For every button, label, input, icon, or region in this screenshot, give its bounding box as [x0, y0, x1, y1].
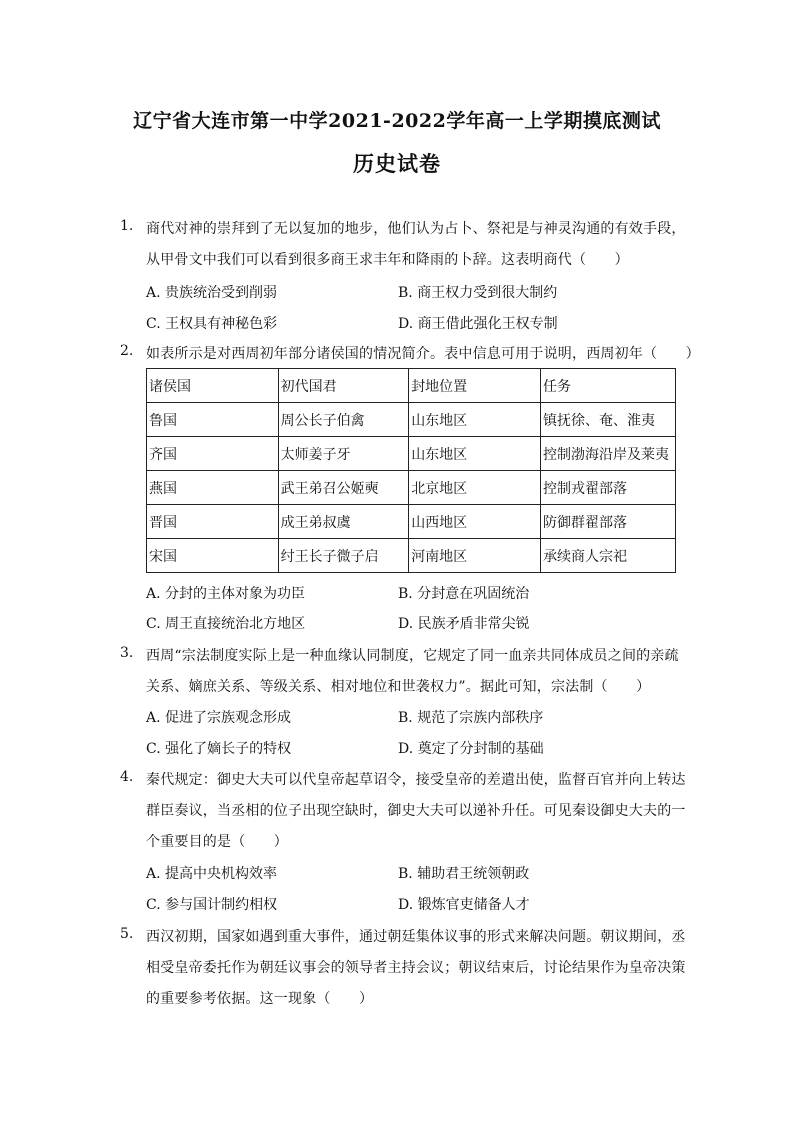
question-text-line: 个重要目的是（ ）: [146, 834, 288, 850]
table-row: [147, 505, 676, 539]
table-cell: 承续商人宗祀: [541, 539, 676, 573]
question-text-line: 如表所示是对西周初年部分诸侯国的情况简介。表中信息可用于说明，西周初年（ ）: [146, 346, 700, 362]
option-c: C. 参与国计制约相权: [146, 897, 278, 913]
table-cell: 周公长子伯禽: [278, 403, 409, 437]
option-a: A. 促进了宗族观念形成: [146, 710, 292, 726]
option-a: A. 贵族统治受到削弱: [146, 285, 278, 301]
table-cell: 纣王长子微子启: [278, 539, 409, 573]
option-b: B. 分封意在巩固统治: [398, 586, 530, 602]
exam-subject-title: 历史试卷: [353, 151, 441, 176]
table-row: [147, 539, 676, 573]
option-d: D. 奠定了分封制的基础: [398, 741, 544, 757]
question-text-line: 关系、嫡庶关系、等级关系、相对地位和世袭权力”。据此可知，宗法制（ ）: [146, 679, 651, 695]
table-header-cell: 诸侯国: [147, 369, 279, 403]
table-header-cell: 初代国君: [278, 369, 409, 403]
question-text-line: 从甲骨文中我们可以看到很多商王求丰年和降雨的卜辞。这表明商代（ ）: [146, 252, 629, 268]
option-c: C. 强化了嫡长子的特权: [146, 741, 292, 757]
table-cell: 鲁国: [147, 403, 279, 437]
question-number: 3.: [120, 645, 134, 661]
table-cell: 防御群翟部落: [541, 505, 676, 539]
table-cell: 太师姜子牙: [278, 437, 409, 471]
question-text-line: 商代对神的崇拜到了无以复加的地步，他们认为占卜、祭祀是与神灵沟通的有效手段，: [146, 221, 686, 237]
table-cell: 镇抚徐、奄、淮夷: [541, 403, 676, 437]
option-c: C. 周王直接统治北方地区: [146, 616, 306, 632]
question-text-line: 的重要参考依据。这一现象（ ）: [146, 991, 374, 1007]
option-a: A. 分封的主体对象为功臣: [146, 586, 306, 602]
option-d: D. 民族矛盾非常尖锐: [398, 616, 530, 632]
table-cell: 山东地区: [409, 403, 541, 437]
option-b: B. 规范了宗族内部秩序: [398, 710, 544, 726]
table-cell: 武王弟召公姬奭: [278, 471, 409, 505]
table-cell: 宋国: [147, 539, 279, 573]
question-text-line: 相受皇帝委托作为朝廷议事会的领导者主持会议；朝议结束后，讨论结果作为皇帝决策: [146, 960, 686, 976]
table-cell: 控制戎翟部落: [541, 471, 676, 505]
table-header-cell: 封地位置: [409, 369, 541, 403]
question-text-line: 西周“宗法制度实际上是一种血缘认同制度，它规定了同一血亲共同体成员之间的亲疏: [146, 648, 679, 664]
option-b: B. 商王权力受到很大制约: [398, 285, 558, 301]
question-number: 1.: [120, 218, 134, 234]
option-d: D. 锻炼官吏储备人才: [398, 897, 530, 913]
table-row: [147, 403, 676, 437]
table-cell: 山东地区: [409, 437, 541, 471]
question-text-line: 西汉初期，国家如遇到重大事件，通过朝廷集体议事的形式来解决问题。朝议期间，丞: [146, 929, 686, 945]
vassal-states-table: [146, 368, 676, 573]
table-header-cell: 任务: [541, 369, 676, 403]
option-a: A. 提高中央机构效率: [146, 866, 278, 882]
question-text-line: 群臣奏议，当丞相的位子出现空缺时，御史大夫可以递补升任。可见秦设御史大夫的一: [146, 803, 686, 819]
table-cell: 晋国: [147, 505, 279, 539]
question-number: 5.: [120, 926, 134, 942]
table-cell: 燕国: [147, 471, 279, 505]
exam-title: 辽宁省大连市第一中学2021-2022学年高一上学期摸底测试: [133, 110, 661, 132]
option-d: D. 商王借此强化王权专制: [398, 316, 558, 332]
option-c: C. 王权具有神秘色彩: [146, 316, 278, 332]
question-number: 2.: [120, 343, 134, 359]
table-cell: 成王弟叔虞: [278, 505, 409, 539]
question-text-line: 秦代规定：御史大夫可以代皇帝起草诏令，接受皇帝的差遣出使，监督百官并向上转达: [146, 772, 686, 788]
table-cell: 山西地区: [409, 505, 541, 539]
table-cell: 控制渤海沿岸及莱夷: [541, 437, 676, 471]
table-row: [147, 437, 676, 471]
table-header-row: [147, 369, 676, 403]
option-b: B. 辅助君王统领朝政: [398, 866, 530, 882]
table-cell: 齐国: [147, 437, 279, 471]
table-cell: 河南地区: [409, 539, 541, 573]
table-row: [147, 471, 676, 505]
table-cell: 北京地区: [409, 471, 541, 505]
question-number: 4.: [120, 769, 134, 785]
